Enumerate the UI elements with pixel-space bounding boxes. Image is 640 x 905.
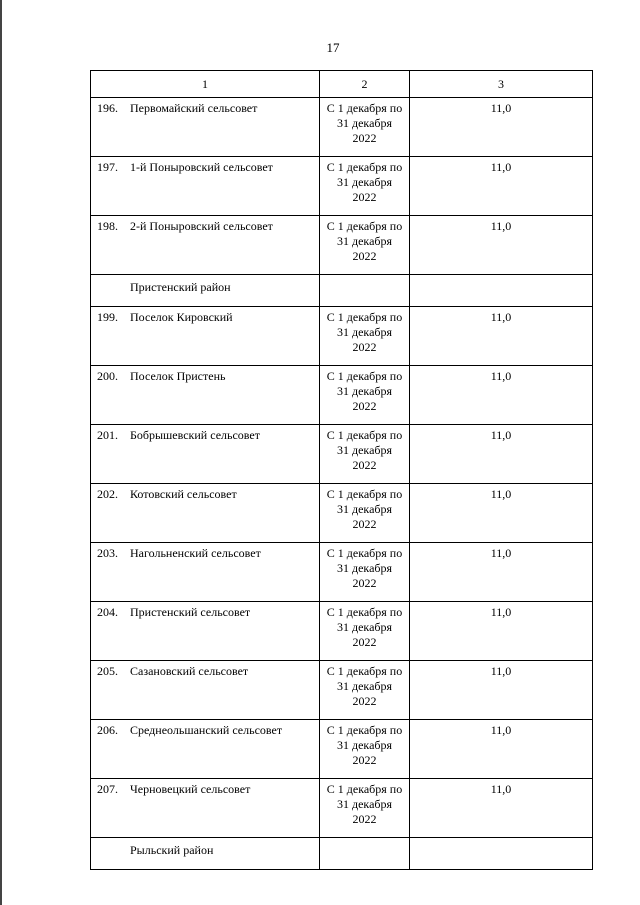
row-number: 206. [97,723,118,737]
value-cell: 11,0 [410,366,593,425]
period-line: 31 декабря [336,797,393,811]
period-cell [320,484,410,543]
period-line: 2022 [352,694,377,708]
district-name: Рыльский район [91,838,320,870]
period-cell [320,98,410,157]
row-number: 205. [97,664,118,678]
municipality-cell [91,307,320,366]
table-row [91,98,593,157]
municipality-cell [91,543,320,602]
value-cell: 11,0 [410,216,593,275]
period-line: 31 декабря [336,234,393,248]
municipality-name: Первомайский сельсовет [130,101,258,115]
municipality-cell [91,216,320,275]
municipality-name: Черновецкий сельсовет [130,782,251,796]
period-cell [320,307,410,366]
table-row [91,157,593,216]
municipality-name: 2-й Поныровский сельсовет [130,219,273,233]
period-line: 31 декабря [336,679,393,693]
municipality-name: 1-й Поныровский сельсовет [130,160,273,174]
period-cell [320,366,410,425]
value-cell: 11,0 [410,602,593,661]
value-cell: 11,0 [410,98,593,157]
municipality-cell [91,779,320,838]
period-cell [320,216,410,275]
period-line: 31 декабря [336,738,393,752]
table-row [91,779,593,838]
table-row [91,720,593,779]
table-row [91,307,593,366]
period-line: 31 декабря [336,175,393,189]
municipality-cell [91,602,320,661]
period-line: 2022 [352,576,377,590]
value-cell: 11,0 [410,779,593,838]
period-line: С 1 декабря по [326,101,403,115]
period-line: С 1 декабря по [326,664,403,678]
period-line: С 1 декабря по [326,369,403,383]
empty-cell [410,838,593,870]
period-line: С 1 декабря по [326,546,403,560]
column-header-2: 2 [320,71,410,98]
municipality-name: Среднеольшанский сельсовет [130,723,283,737]
period-line: С 1 декабря по [326,160,403,174]
value-cell: 11,0 [410,484,593,543]
period-line: 2022 [352,340,377,354]
municipality-name: Котовский сельсовет [130,487,237,501]
period-line: 31 декабря [336,620,393,634]
row-number: 199. [97,310,118,324]
municipality-name: Поселок Кировский [130,310,233,324]
period-line: 31 декабря [336,384,393,398]
period-line: 31 декабря [336,502,393,516]
period-line: 2022 [352,753,377,767]
period-line: 2022 [352,635,377,649]
row-number: 196. [97,101,118,115]
row-number: 197. [97,160,118,174]
empty-cell [320,838,410,870]
table-row [91,602,593,661]
table-row [91,366,593,425]
page-left-edge [0,0,2,905]
municipality-cell [91,157,320,216]
municipality-cell [91,425,320,484]
value-cell: 11,0 [410,157,593,216]
period-line: 2022 [352,190,377,204]
value-cell: 11,0 [410,307,593,366]
table-row [91,661,593,720]
municipality-name: Пристенский сельсовет [130,605,251,619]
column-header-3: 3 [410,71,593,98]
municipality-name: Сазановский сельсовет [130,664,249,678]
page-number: 17 [326,40,340,55]
period-line: С 1 декабря по [326,605,403,619]
period-line: 31 декабря [336,325,393,339]
empty-cell [320,275,410,307]
period-cell [320,602,410,661]
row-number: 201. [97,428,118,442]
document-table [90,70,593,870]
municipality-cell [91,366,320,425]
period-line: 31 декабря [336,443,393,457]
period-line: С 1 декабря по [326,487,403,501]
period-cell [320,543,410,602]
municipality-cell [91,661,320,720]
row-number: 207. [97,782,118,796]
period-line: 2022 [352,399,377,413]
table-body [91,98,593,870]
period-line: 31 декабря [336,561,393,575]
row-number: 203. [97,546,118,560]
period-line: С 1 декабря по [326,310,403,324]
period-cell [320,779,410,838]
period-line: 2022 [352,249,377,263]
district-row [91,838,593,870]
period-line: 2022 [352,458,377,472]
period-line: С 1 декабря по [326,219,403,233]
column-header-1: 1 [91,71,320,98]
district-name: Пристенский район [91,275,320,307]
municipality-name: Поселок Пристень [130,369,226,383]
period-line: 2022 [352,131,377,145]
period-cell [320,720,410,779]
table-row [91,216,593,275]
value-cell: 11,0 [410,543,593,602]
table-row [91,425,593,484]
period-cell [320,661,410,720]
table-row [91,484,593,543]
district-row [91,275,593,307]
municipality-name: Бобрышевский сельсовет [130,428,260,442]
period-line: С 1 декабря по [326,428,403,442]
value-cell: 11,0 [410,425,593,484]
row-number: 202. [97,487,118,501]
empty-cell [410,275,593,307]
period-line: 2022 [352,812,377,826]
municipality-cell [91,720,320,779]
period-line: 2022 [352,517,377,531]
row-number: 204. [97,605,118,619]
row-number: 200. [97,369,118,383]
municipality-cell [91,98,320,157]
value-cell: 11,0 [410,720,593,779]
period-line: 31 декабря [336,116,393,130]
period-cell [320,425,410,484]
period-line: С 1 декабря по [326,782,403,796]
table-header-row [91,71,593,98]
municipality-cell [91,484,320,543]
row-number: 198. [97,219,118,233]
period-cell [320,157,410,216]
period-line: С 1 декабря по [326,723,403,737]
value-cell: 11,0 [410,661,593,720]
table-row [91,543,593,602]
municipality-name: Нагольненский сельсовет [130,546,261,560]
